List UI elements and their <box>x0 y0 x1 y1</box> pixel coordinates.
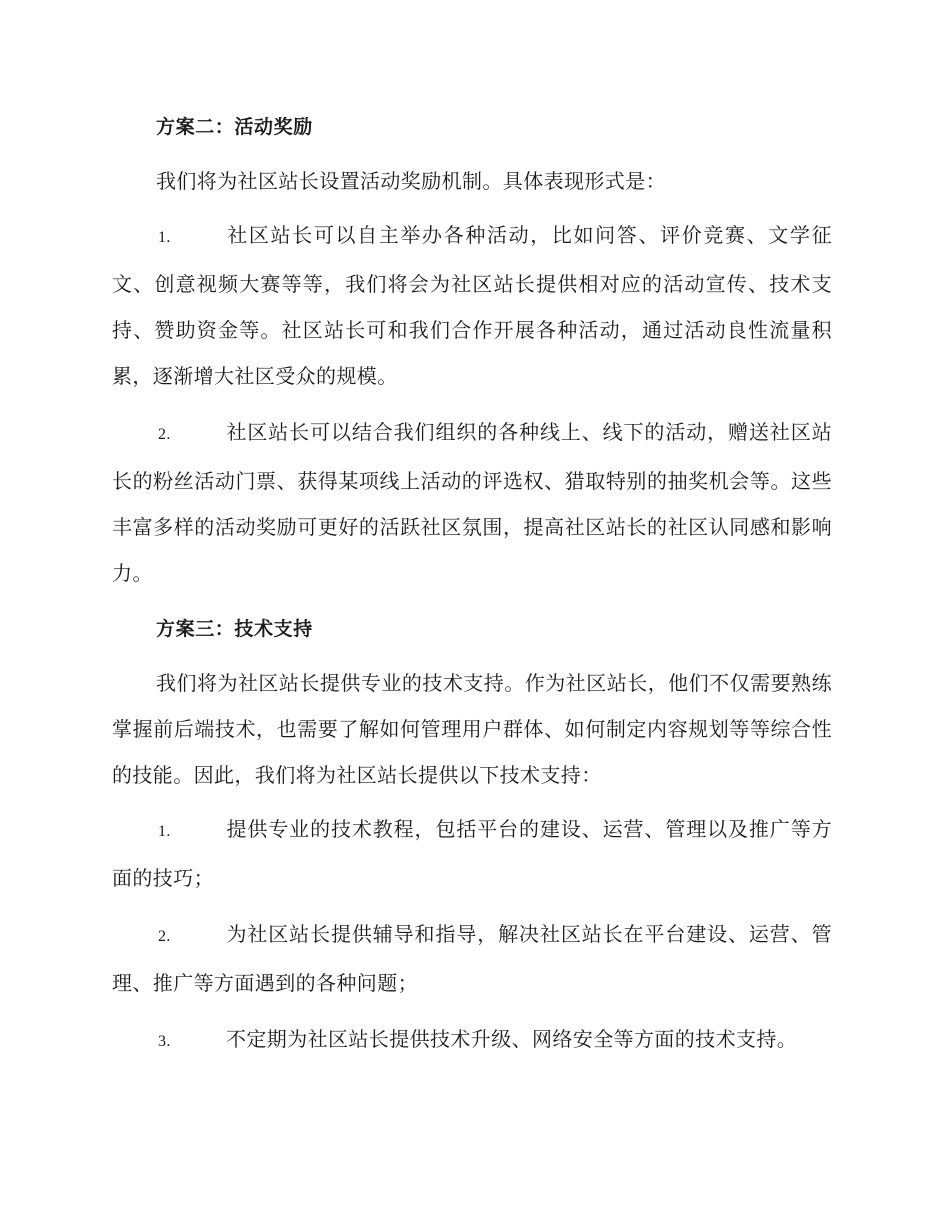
section3-item-2 <box>112 911 832 1006</box>
section3-heading: 方案三：技术支持 <box>156 618 313 640</box>
list-number: 1. <box>158 823 171 840</box>
list-item-text: 社区站长可以结合我们组织的各种线上、线下的活动，赠送社区站长的粉丝活动门票、获得某项线上活动的评选权、猎取特别的抽奖机会等。这些丰富多样的活动奖励可更好的活跃社区氛围，提高社区站长的社区认同感和影响力。 <box>112 420 832 585</box>
list-number: 3. <box>158 1033 171 1050</box>
list-item-text: 提供专业的技术教程，包括平台的建设、运营、管理以及推广等方面的技巧； <box>112 817 832 890</box>
list-number: 2. <box>158 928 171 945</box>
list-item-text: 为社区站长提供辅导和指导，解决社区站长在平台建设、运营、管理、推广等方面遇到的各种问题； <box>112 922 832 995</box>
section3-item-3 <box>112 1016 832 1065</box>
list-item-text: 社区站长可以自主举办各种活动，比如问答、评价竞赛、文学征文、创意视频大赛等等，我们将会为社区站长提供相对应的活动宣传、技术支持、赞助资金等。社区站长可和我们合作开展各种活动，通过活动良性流量积累，逐渐增大社区受众的规模。 <box>112 223 832 388</box>
section2-intro: 我们将为社区站长设置活动奖励机制。具体表现形式是： <box>156 169 666 193</box>
section3-item-1 <box>112 806 832 901</box>
list-item-text: 不定期为社区站长提供技术升级、网络安全等方面的技术支持。 <box>226 1027 798 1051</box>
list-number: 1. <box>158 229 171 246</box>
list-number: 2. <box>158 426 171 443</box>
section2-item-1 <box>112 212 832 399</box>
section3-intro: 我们将为社区站长提供专业的技术支持。作为社区站长，他们不仅需要熟练掌握前后端技术，也需要了解如何管理用户群体、如何制定内容规划等等综合性的技能。因此，我们将为社区站长提供以下技术支持： <box>112 671 832 787</box>
document-page <box>112 104 832 1065</box>
section2-item-2 <box>112 409 832 596</box>
section2-heading: 方案二：活动奖励 <box>156 116 313 138</box>
